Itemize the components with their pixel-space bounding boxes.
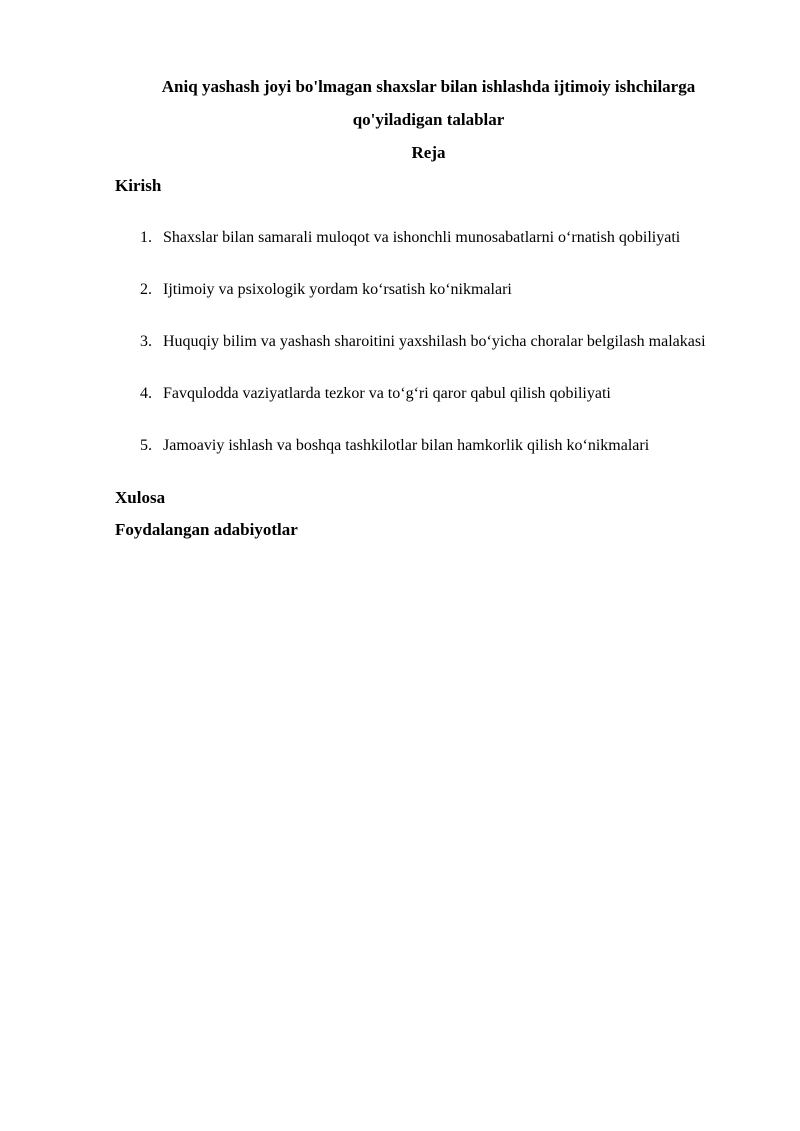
intro-heading: Kirish xyxy=(115,176,162,195)
list-item-number: 1. xyxy=(140,229,152,246)
list-item-text: Ijtimoiy va psixologik yordam ko‘rsatish ko‘nikmalari xyxy=(163,281,512,298)
list-item xyxy=(140,274,742,306)
list-item-text: Shaxslar bilan samarali muloqot va ishonchli munosabatlarni o‘rnatish qobiliyati xyxy=(163,229,681,246)
list-item-text: Jamoaviy ishlash va boshqa tashkilotlar bilan hamkorlik qilish ko‘nikmalari xyxy=(163,437,650,454)
list-item-text: Huquqiy bilim va yashash sharoitini yaxshilash bo‘yicha choralar belgilash malakasi xyxy=(163,333,706,350)
list-item-number: 3. xyxy=(140,333,152,350)
list-item xyxy=(140,222,742,254)
plan-list xyxy=(115,222,742,462)
references-heading: Foydalangan adabiyotlar xyxy=(115,520,298,539)
document-title: Aniq yashash joyi bo'lmagan shaxslar bilan ishlashda ijtimoiy ishchilarga qo'yiladigan talablar xyxy=(161,77,696,129)
conclusion-heading: Xulosa xyxy=(115,488,166,507)
list-item xyxy=(140,430,742,462)
closing-section xyxy=(115,482,742,546)
list-item xyxy=(140,326,742,358)
list-item-number: 4. xyxy=(140,385,152,402)
list-item-number: 5. xyxy=(140,437,152,454)
list-item-text: Favqulodda vaziyatlarda tezkor va to‘g‘ri qaror qabul qilish qobiliyati xyxy=(163,385,611,402)
list-item xyxy=(140,378,742,410)
plan-heading: Reja xyxy=(411,143,446,162)
list-item-number: 2. xyxy=(140,281,152,298)
